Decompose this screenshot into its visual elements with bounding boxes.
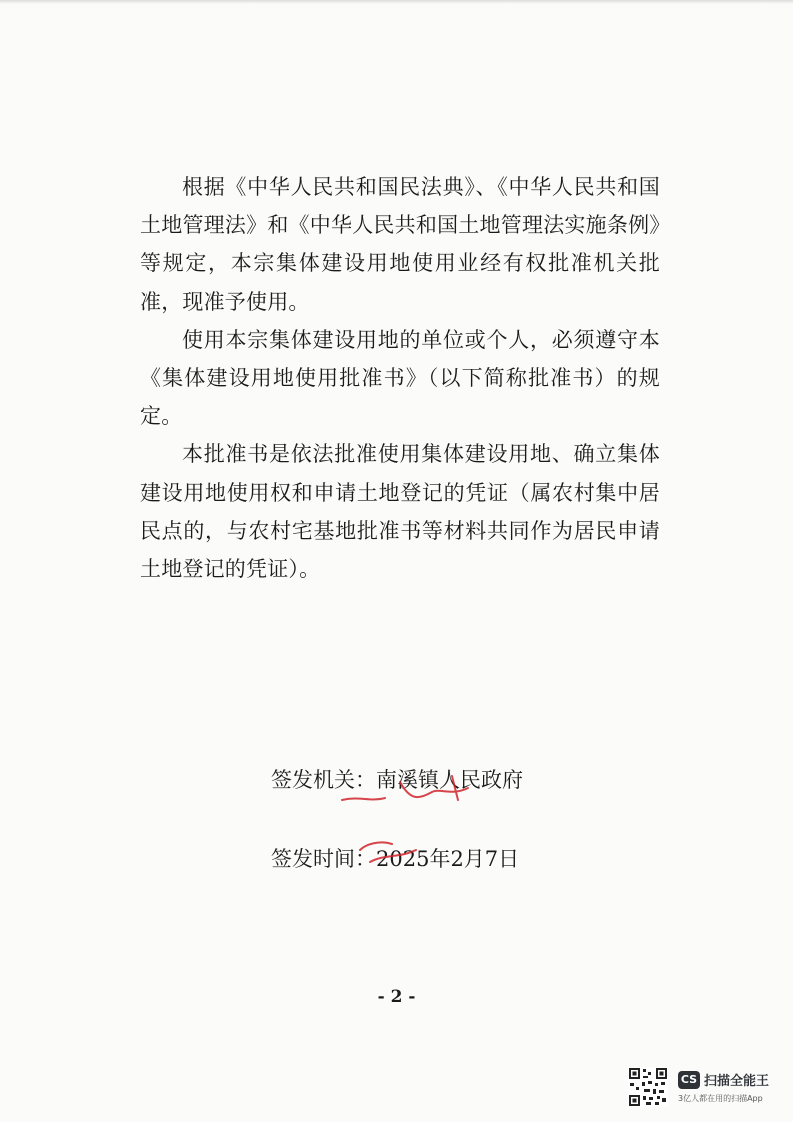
scanner-watermark	[628, 1067, 778, 1111]
qr-code-icon	[628, 1067, 668, 1107]
brand-name: 扫描全能王	[704, 1074, 770, 1089]
paragraph-certificate-purpose: 本批准书是依法批准使用集体建设用地、确立集体建设用地使用权和申请土地登记的凭证（属农村集中居民点的，与农村宅基地批准书等材料共同作为居民申请土地登记的凭证）。	[140, 442, 660, 582]
document-body	[140, 168, 660, 588]
page-top-edge	[0, 0, 793, 4]
brand-tagline: 3亿人都在用的扫描App	[678, 1094, 763, 1103]
issuing-authority-label: 签发机关：	[271, 768, 376, 792]
issuing-authority-value: 南溪镇人民政府	[376, 768, 523, 792]
issue-date-label: 签发时间：	[271, 847, 376, 871]
issue-date-line	[271, 843, 519, 873]
issue-date-value: 2025年2月7日	[376, 847, 520, 871]
page-number: - 2 -	[377, 987, 416, 1007]
paragraph-obligation: 使用本宗集体建设用地的单位或个人，必须遵守本《集体建设用地使用批准书》（以下简称批准书）的规定。	[140, 327, 660, 429]
issuing-authority-line	[271, 764, 523, 794]
camscanner-logo-icon: CS	[678, 1071, 700, 1089]
paragraph-legal-basis: 根据《中华人民共和国民法典》、《中华人民共和国土地管理法》和《中华人民共和国土地管理法实施条例》等规定，本宗集体建设用地使用业经有权批准机关批准，现准予使用。	[140, 175, 660, 314]
